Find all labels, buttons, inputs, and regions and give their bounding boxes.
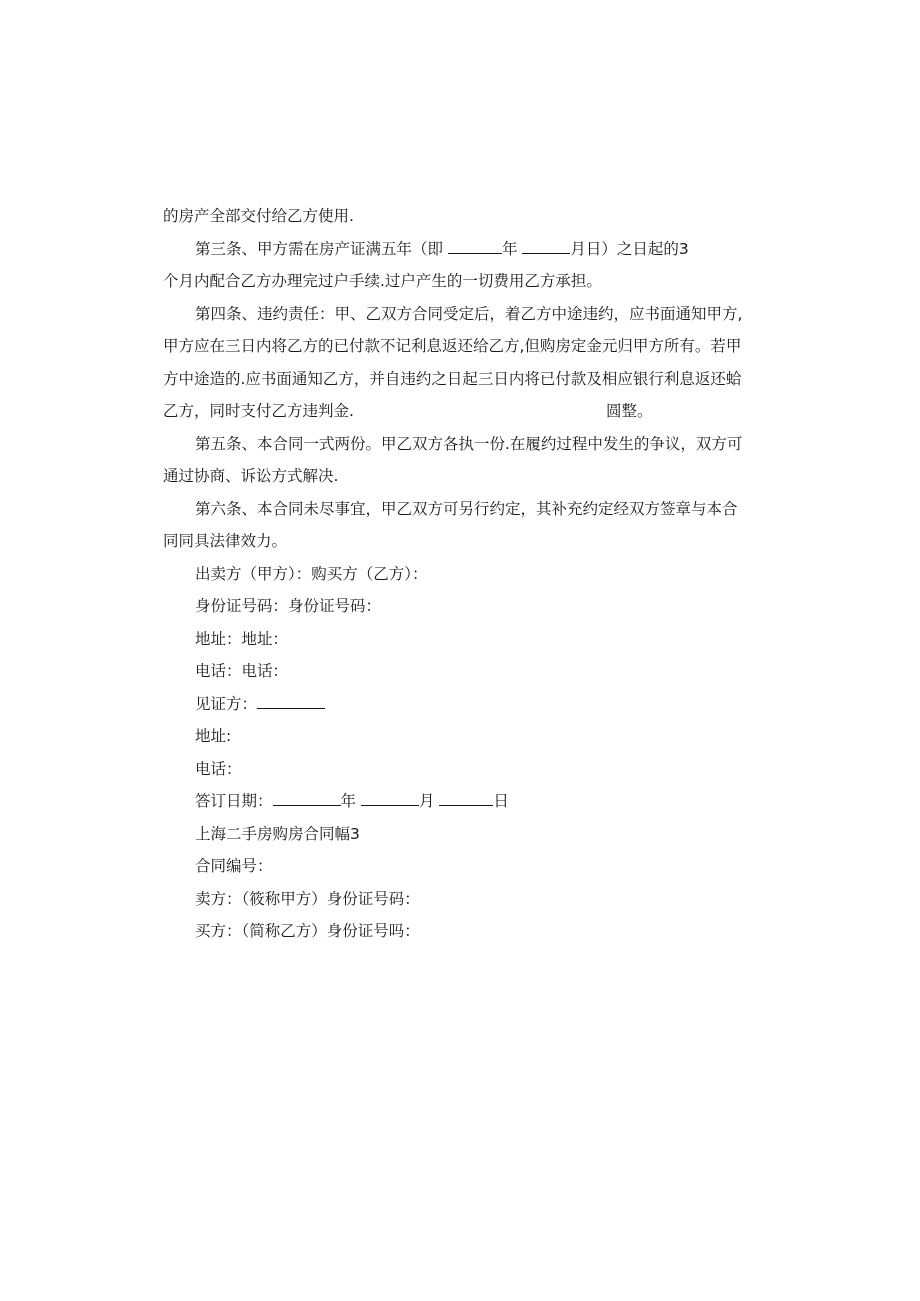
text-line xyxy=(163,395,743,428)
line-text: 个月内配合乙方办理完过户手续.过户产生的一切费用乙方承担。 xyxy=(163,272,602,290)
line-text: 出卖方（甲方）：购买方（乙方）： xyxy=(195,564,428,583)
line-text: 同同具法律效力。 xyxy=(163,532,288,550)
party-phones xyxy=(163,655,743,688)
line-text: 见证方： xyxy=(195,694,258,713)
line-text: 地址: xyxy=(195,727,232,745)
line-text: 月日）之日起的3 xyxy=(570,239,689,258)
witness-address xyxy=(163,720,743,753)
blank-sign-month xyxy=(361,787,419,806)
line-text: 地址：地址： xyxy=(195,629,289,648)
blank-year xyxy=(448,235,502,254)
line-text: 圆整。 xyxy=(605,402,653,420)
party-names xyxy=(163,558,743,591)
line-text: 第三条、甲方需在房产证满五年（即 xyxy=(195,239,448,258)
text-line xyxy=(163,460,743,493)
line-text: 第六条、本合同未尽事宜，甲乙双方可另行约定，其补充约定经双方签章与本合 xyxy=(195,499,738,518)
line-text: 上海二手房购房合同幅3 xyxy=(195,824,360,843)
seller-line xyxy=(163,883,743,916)
line-text: 答订日期： xyxy=(195,792,273,810)
text-line xyxy=(163,200,743,233)
line-text: 电话： xyxy=(195,759,242,778)
article-6 xyxy=(163,493,743,526)
blank-sign-year xyxy=(273,787,341,806)
party-id-numbers xyxy=(163,590,743,623)
text-line xyxy=(163,265,743,298)
text-line xyxy=(163,525,743,558)
line-text: 的房产全部交付给乙方使用. xyxy=(163,207,354,225)
contract-body xyxy=(163,200,743,948)
buyer-line xyxy=(163,915,743,948)
line-text: 第五条、本合同一式两份。甲乙双方各执一份.在履约过程中发生的争议，双方可 xyxy=(195,434,743,453)
blank-sign-day xyxy=(439,787,493,806)
witness xyxy=(163,688,743,721)
article-3 xyxy=(163,233,743,266)
line-text: 电话：电话： xyxy=(195,662,289,680)
line-text: 年 xyxy=(340,792,361,810)
party-addresses xyxy=(163,623,743,656)
line-text: 合同编号： xyxy=(195,857,273,875)
line-text: 乙方，同时支付乙方违判金. xyxy=(163,402,354,420)
article-5 xyxy=(163,428,743,461)
line-text: 买方：（简称乙方）身份证号吗： xyxy=(195,922,420,940)
contract-title xyxy=(163,818,743,851)
line-text: 甲方应在三日内将乙方的已付款不记利息返还给乙方,但购房定金元归甲方所有。若甲 xyxy=(163,337,742,355)
line-text: 身份证号码：身份证号码： xyxy=(195,597,382,615)
blank-witness xyxy=(257,690,325,709)
line-text: 通过协商、诉讼方式解决. xyxy=(163,467,339,485)
line-text: 方中途造的.应书面通知乙方，并自违约之日起三日内将已付款及相应银行利息返还蛤 xyxy=(163,369,742,388)
line-text: 日 xyxy=(493,792,509,810)
line-text: 年 xyxy=(501,239,523,258)
signing-date xyxy=(163,785,743,818)
line-text: 月 xyxy=(418,792,440,810)
text-line xyxy=(163,363,743,396)
contract-number xyxy=(163,850,743,883)
line-text: 第四条、违约责任：甲、乙双方合同受定后，着乙方中途违约，应书面通知甲方, xyxy=(195,304,743,323)
article-4 xyxy=(163,298,743,331)
text-line xyxy=(163,330,743,363)
witness-phone xyxy=(163,753,743,786)
blank-month xyxy=(522,235,570,254)
line-text: 卖方：（筱称甲方）身份证号码： xyxy=(195,889,420,908)
